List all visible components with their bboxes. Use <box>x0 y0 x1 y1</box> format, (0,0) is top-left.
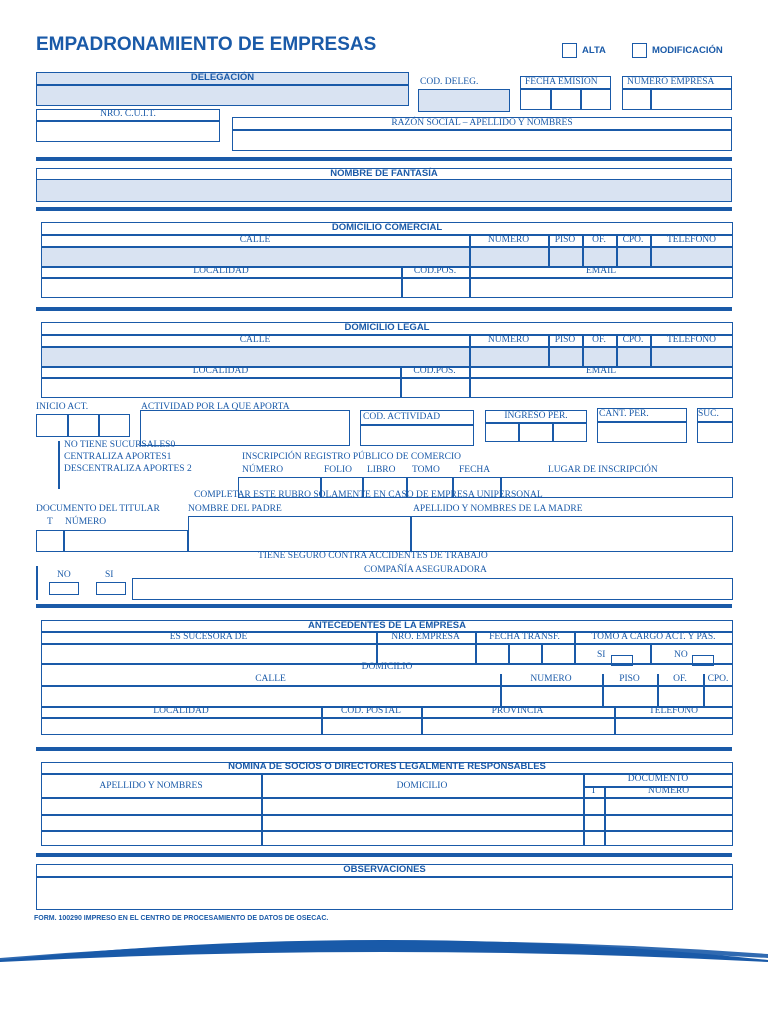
socios-documento-label: DOCUMENTO <box>627 774 689 784</box>
dl-localidad-label: LOCALIDAD <box>192 366 249 376</box>
delegacion-label: DELEGACIÓN <box>190 72 255 83</box>
divider <box>36 566 38 600</box>
footer-note: FORM. 100290 IMPRESO EN EL CENTRO DE PROCESAMIENTO DE DATOS DE OSECAC. <box>34 915 329 922</box>
cod-deleg-field[interactable] <box>418 89 510 112</box>
divider <box>580 88 582 110</box>
insc-numero-label: NÚMERO <box>242 465 284 475</box>
ant-nro-empresa-label: NRO. EMPRESA <box>391 632 460 642</box>
divider <box>597 421 687 423</box>
divider <box>41 717 733 719</box>
ingreso-per-label: INGRESO PER. <box>504 411 568 421</box>
divider <box>41 377 733 379</box>
section-rule <box>36 307 732 311</box>
divider <box>520 88 611 90</box>
nombre-madre-label: APELLIDO Y NOMBRES DE LA MADRE <box>413 504 583 514</box>
ant-numero-label: NUMERO <box>530 674 572 684</box>
modificacion-checkbox[interactable] <box>632 43 647 58</box>
divider <box>552 422 554 442</box>
nombre-fantasia-label: NOMBRE DE FANTASÍA <box>330 168 438 179</box>
suc-label: SUC. <box>698 409 719 419</box>
page-title: EMPADRONAMIENTO DE EMPRESAS <box>36 34 377 55</box>
dl-of-label: OF. <box>592 335 606 345</box>
divider <box>508 643 510 663</box>
socios-domicilio-label: DOMICILIO <box>396 781 448 791</box>
aseguradora-field[interactable] <box>132 578 733 600</box>
dl-calle-row-fill[interactable] <box>42 346 732 366</box>
domicilio-comercial-title: DOMICILIO COMERCIAL <box>331 222 443 233</box>
insc-fecha-label: FECHA <box>459 465 491 475</box>
dl-calle-label: CALLE <box>239 335 271 345</box>
razon-social-label: RAZÓN SOCIAL – APELLIDO Y NOMBRES <box>391 118 573 128</box>
padres-field[interactable] <box>188 516 733 552</box>
inscripcion-label: INSCRIPCIÓN REGISTRO PÚBLICO DE COMERCIO <box>242 452 462 462</box>
cant-per-label: CANT. PER. <box>599 409 649 419</box>
divider <box>98 414 100 437</box>
dc-email-label: EMAIL <box>585 266 617 276</box>
ant-cpo-label: CPO. <box>707 674 729 684</box>
divider <box>67 414 69 437</box>
nombre-padre-label: NOMBRE DEL PADRE <box>188 504 282 514</box>
ant-telefono-label: TELEFONO <box>648 706 699 716</box>
dl-email-label: EMAIL <box>585 366 617 376</box>
ant-piso-label: PISO <box>619 674 640 684</box>
section-rule <box>36 157 732 161</box>
doc-numero-label: NÚMERO <box>65 517 107 527</box>
dl-telefono-label: TELEFONO <box>666 335 717 345</box>
aseguradora-label: COMPAÑÍA ASEGURADORA <box>364 565 487 575</box>
ant-domicilio-label: DOMICILIO <box>361 662 413 672</box>
tomo-cargo-label: TOMO A CARGO ACT. Y PAS. <box>591 632 716 642</box>
doc-titular-label: DOCUMENTO DEL TITULAR <box>36 504 160 514</box>
ant-localidad-label: LOCALIDAD <box>153 706 209 716</box>
inicio-act-field[interactable] <box>36 414 130 437</box>
dc-telefono-label: TELEFONO <box>666 235 717 245</box>
dc-calle-row-fill[interactable] <box>42 246 732 266</box>
divider <box>650 643 652 663</box>
divider <box>36 120 220 122</box>
tomo-no-label: NO <box>674 650 688 660</box>
dc-piso-label: PISO <box>554 235 576 245</box>
modificacion-label: MODIFICACIÓN <box>652 45 723 56</box>
dc-codpos-label: COD.POS. <box>413 266 457 276</box>
dc-localidad-label: LOCALIDAD <box>193 266 249 276</box>
cod-actividad-label: COD. ACTIVIDAD <box>363 412 441 422</box>
numero-empresa-label: NUMERO EMPRESA <box>627 77 715 87</box>
insc-folio-label: FOLIO <box>324 465 352 475</box>
divider <box>697 421 733 423</box>
divider <box>550 88 552 110</box>
completar-note: COMPLETAR ESTE RUBRO SOLAMENTE EN CASO DE EMPRESA UNIPERSONAL <box>194 490 543 500</box>
footer-wave <box>0 930 768 970</box>
socios-apellido-label: APELLIDO Y NOMBRES <box>99 781 203 791</box>
ant-calle-label: CALLE <box>255 674 286 684</box>
divider <box>36 84 409 86</box>
alta-label: ALTA <box>582 45 606 56</box>
seguro-si-checkbox[interactable] <box>96 582 126 595</box>
insc-tomo-label: TOMO <box>412 465 440 475</box>
socios-numero-label: NUMERO <box>647 786 690 796</box>
sucursales-bracket <box>58 441 60 489</box>
antecedentes-title: ANTECEDENTES DE LA EMPRESA <box>308 620 466 631</box>
dl-codpos-label: COD.POS. <box>413 366 456 376</box>
insc-lugar-label: LUGAR DE INSCRIPCIÓN <box>548 465 658 475</box>
divider <box>41 246 733 248</box>
doc-titular-field[interactable] <box>36 530 188 552</box>
section-rule <box>36 747 732 751</box>
dc-cpo-label: CPO. <box>622 235 644 245</box>
divider <box>41 814 733 816</box>
dc-numero-label: NUMERO <box>487 235 530 245</box>
actividad-aporta-label: ACTIVIDAD POR LA QUE APORTA <box>141 402 290 412</box>
section-rule <box>36 604 732 608</box>
divider <box>41 685 733 687</box>
seguro-label: TIENE SEGURO CONTRA ACCIDENTES DE TRABAJO <box>258 551 488 561</box>
ant-of-label: OF. <box>673 674 687 684</box>
fecha-emision-label: FECHA EMISION <box>525 77 598 87</box>
inicio-act-label: INICIO ACT. <box>36 402 89 412</box>
centraliza-option[interactable]: CENTRALIZA APORTES1 <box>64 452 172 462</box>
alta-checkbox[interactable] <box>562 43 577 58</box>
cod-deleg-label: COD. DELEG. <box>420 77 479 87</box>
divider <box>232 129 732 131</box>
divider <box>360 424 474 426</box>
divider <box>410 516 412 552</box>
section-rule <box>36 207 732 211</box>
divider <box>41 797 733 799</box>
dl-cpo-label: CPO. <box>622 335 644 345</box>
dl-numero-label: NUMERO <box>487 335 530 345</box>
fecha-transf-label: FECHA TRANSF. <box>489 632 560 642</box>
divider <box>63 530 65 552</box>
divider <box>485 422 587 424</box>
dl-piso-label: PISO <box>554 335 576 345</box>
divider <box>650 88 652 110</box>
divider <box>622 88 732 90</box>
divider <box>41 830 733 832</box>
cuit-label: NRO. C.U.I.T. <box>100 109 156 119</box>
seguro-no-checkbox[interactable] <box>49 582 79 595</box>
domicilio-legal-title: DOMICILIO LEGAL <box>344 322 430 333</box>
socios-title: NOMINA DE SOCIOS O DIRECTORES LEGALMENTE RESPONSABLES <box>228 761 546 772</box>
section-rule <box>36 853 732 857</box>
divider <box>41 277 733 279</box>
insc-libro-label: LIBRO <box>367 465 396 475</box>
ant-codpostal-label: COD. POSTAL <box>341 706 401 716</box>
tomo-si-label: SI <box>597 650 606 660</box>
divider <box>518 422 520 442</box>
dc-of-label: OF. <box>592 235 606 245</box>
socios-t-label: T <box>590 786 597 796</box>
descentraliza-option[interactable]: DESCENTRALIZA APORTES 2 <box>64 464 192 474</box>
seguro-no-label: NO <box>57 570 71 580</box>
observaciones-title: OBSERVACIONES <box>343 864 426 875</box>
dc-calle-label: CALLE <box>239 235 271 245</box>
divider <box>36 876 733 878</box>
doc-t-label: T <box>47 517 53 527</box>
divider <box>41 643 733 645</box>
divider <box>41 346 733 348</box>
sucesora-label: ES SUCESORA DE <box>169 632 248 642</box>
divider <box>541 643 543 663</box>
seguro-si-label: SI <box>105 570 114 580</box>
no-sucursales-option[interactable]: NO TIENE SUCURSALES0 <box>64 440 176 450</box>
ant-provincia-label: PROVINCIA <box>491 706 544 716</box>
